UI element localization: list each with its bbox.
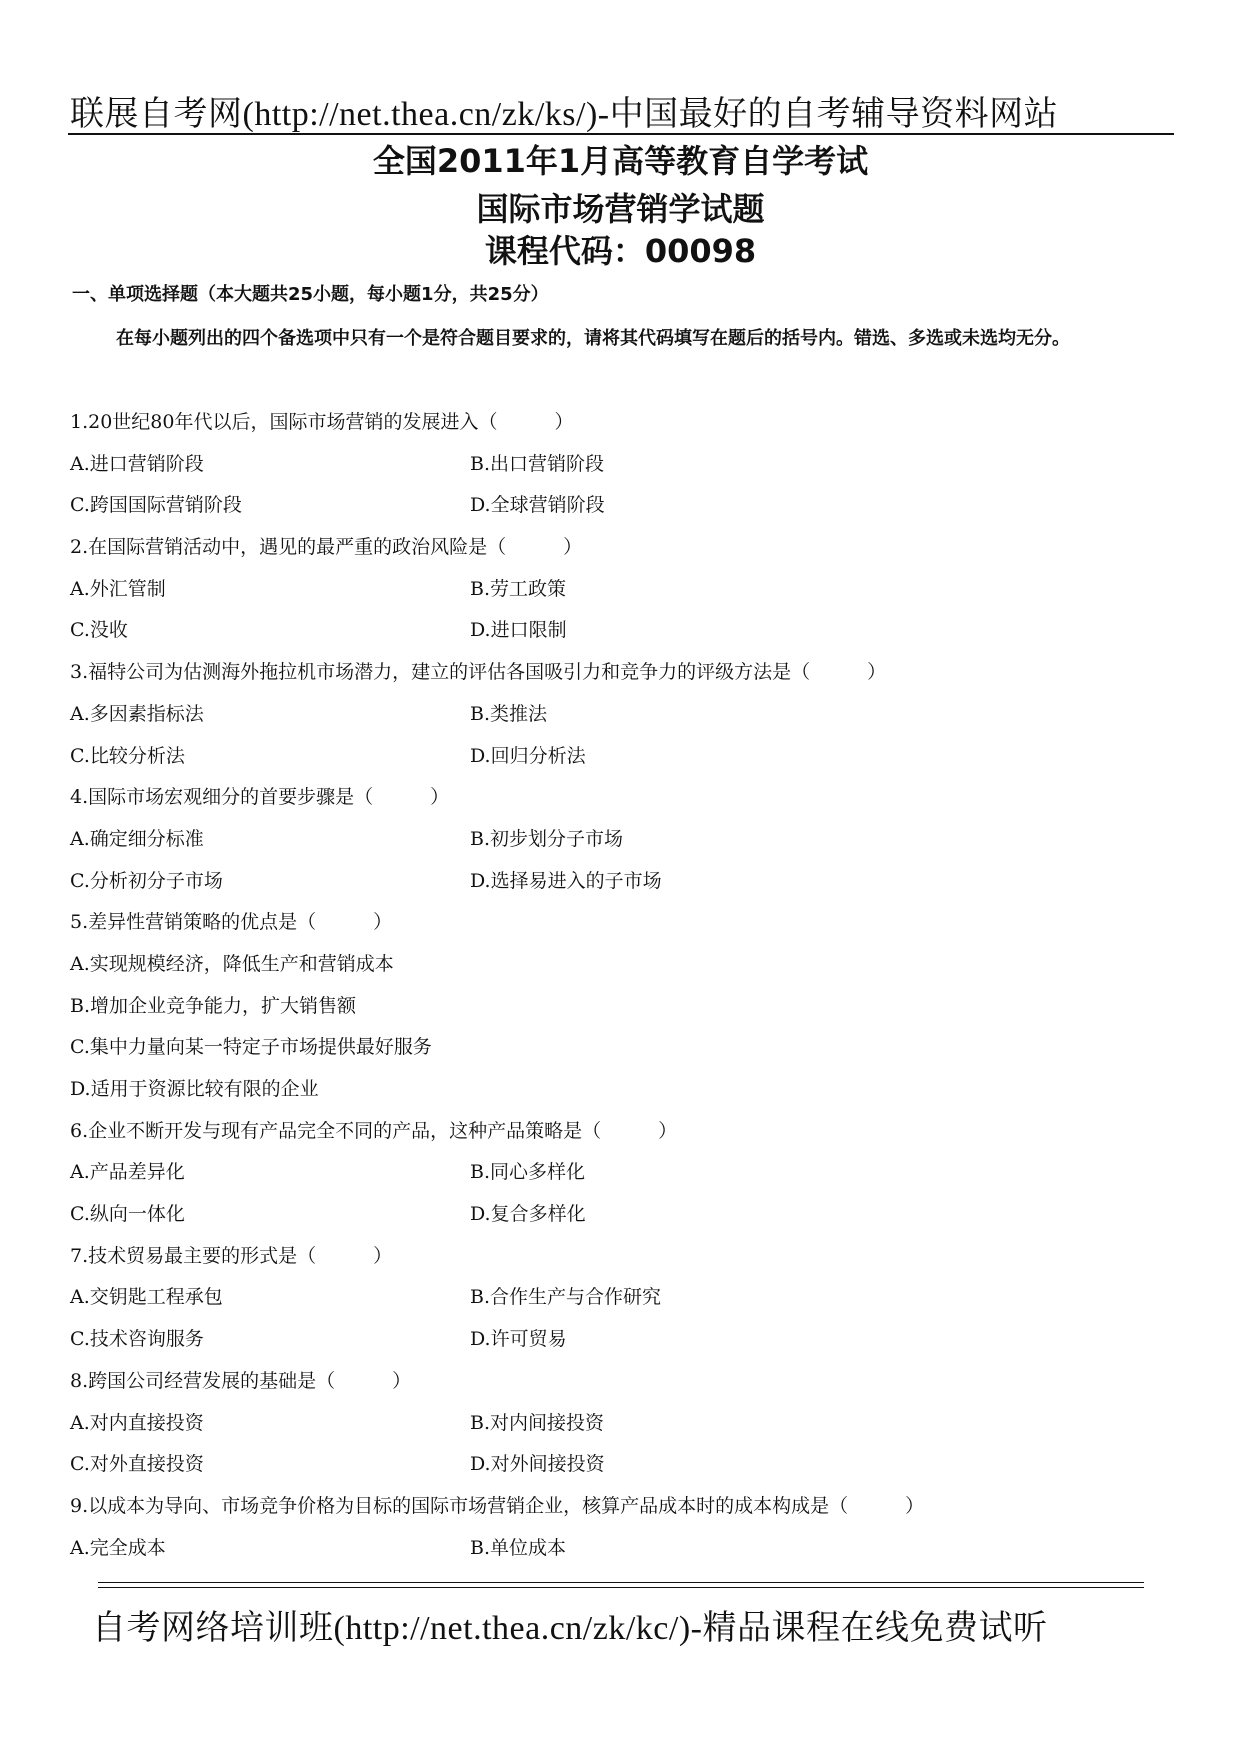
option-c: C.比较分析法	[70, 744, 185, 767]
option-c: C.技术咨询服务	[70, 1328, 204, 1351]
site-header-text: 联展自考网(http://net.thea.cn/zk/ks/)-中国最好的自考辅导资料网站	[70, 96, 1059, 133]
option-b: B.增加企业竞争能力，扩大销售额	[70, 994, 357, 1017]
question-stem: 8.跨国公司经营发展的基础是（ ）	[70, 1369, 412, 1392]
option-d: D.对外间接投资	[470, 1453, 605, 1476]
section-heading: 一、单项选择题（本大题共25小题，每小题1分，共25分）	[72, 284, 549, 305]
question-stem: 6.企业不断开发与现有产品完全不同的产品，这种产品策略是（ ）	[70, 1119, 678, 1142]
option-a: A.进口营销阶段	[70, 452, 204, 475]
option-row	[70, 569, 1170, 611]
option-d: D.全球营销阶段	[470, 494, 605, 517]
option-row	[70, 1528, 1170, 1570]
question-stem: 7.技术贸易最主要的形式是（ ）	[70, 1244, 393, 1267]
option-row	[70, 1319, 1170, 1361]
option-row	[70, 1194, 1170, 1236]
option-c: C.分析初分子市场	[70, 869, 223, 892]
option-b: B.对内间接投资	[470, 1411, 605, 1434]
option-c: C.跨国国际营销阶段	[70, 494, 242, 517]
option-a: A.交钥匙工程承包	[70, 1286, 223, 1309]
option-a: A.多因素指标法	[70, 702, 204, 725]
section-instruction: 在每小题列出的四个备选项中只有一个是符合题目要求的，请将其代码填写在题后的括号内。错选、多选或未选均无分。	[116, 328, 1070, 349]
option-b: B.劳工政策	[470, 577, 567, 600]
option-row	[70, 861, 1170, 903]
option-c: C.集中力量向某一特定子市场提供最好服务	[70, 1036, 432, 1059]
course-code: 课程代码：00098	[484, 232, 757, 270]
option-a: A.确定细分标准	[70, 827, 204, 850]
option-b: B.同心多样化	[470, 1161, 586, 1184]
option-row	[70, 610, 1170, 652]
option-row	[70, 1152, 1170, 1194]
option-a: A.产品差异化	[70, 1161, 185, 1184]
option-d: D.复合多样化	[470, 1203, 586, 1226]
option-row	[70, 444, 1170, 486]
option-d: D.适用于资源比较有限的企业	[70, 1078, 319, 1100]
option-a: A.实现规模经济，降低生产和营销成本	[70, 952, 394, 975]
option-row	[70, 694, 1170, 736]
option-d: D.选择易进入的子市场	[470, 869, 662, 892]
option-row	[70, 1403, 1170, 1445]
option-a: A.外汇管制	[70, 577, 166, 600]
exam-title: 全国2011年1月高等教育自学考试	[372, 142, 869, 180]
option-row	[70, 1277, 1170, 1319]
footer-divider	[98, 1582, 1144, 1588]
site-footer-text: 自考网络培训班(http://net.thea.cn/zk/kc/)-精品课程在线免费试听	[92, 1610, 1048, 1647]
question-list	[70, 402, 1170, 1569]
option-c: C.对外直接投资	[70, 1453, 204, 1476]
exam-subject: 国际市场营销学试题	[476, 190, 765, 228]
option-d: D.回归分析法	[470, 744, 586, 767]
question-stem: 4.国际市场宏观细分的首要步骤是（ ）	[70, 786, 450, 809]
option-row	[70, 485, 1170, 527]
question-stem: 3.福特公司为估测海外拖拉机市场潜力，建立的评估各国吸引力和竞争力的评级方法是（ ）	[70, 661, 887, 684]
option-row	[70, 819, 1170, 861]
question-stem: 2.在国际营销活动中，遇见的最严重的政治风险是（ ）	[70, 536, 583, 559]
header-divider	[68, 133, 1174, 135]
option-a: A.完全成本	[70, 1536, 166, 1559]
option-row	[70, 1444, 1170, 1486]
option-row	[70, 736, 1170, 778]
option-a: A.对内直接投资	[70, 1411, 204, 1434]
option-d: D.进口限制	[470, 619, 567, 642]
question-stem: 1.20世纪80年代以后，国际市场营销的发展进入（ ）	[70, 411, 574, 433]
option-d: D.许可贸易	[470, 1328, 567, 1351]
option-b: B.合作生产与合作研究	[470, 1286, 662, 1309]
option-b: B.初步划分子市场	[470, 827, 624, 850]
option-b: B.类推法	[470, 702, 548, 725]
option-c: C.纵向一体化	[70, 1203, 185, 1226]
option-c: C.没收	[70, 619, 128, 642]
question-stem: 9.以成本为导向、市场竞争价格为目标的国际市场营销企业，核算产品成本时的成本构成是（ ）	[70, 1494, 925, 1517]
option-b: B.出口营销阶段	[470, 452, 605, 475]
option-b: B.单位成本	[470, 1536, 567, 1559]
question-stem: 5.差异性营销策略的优点是（ ）	[70, 911, 393, 934]
